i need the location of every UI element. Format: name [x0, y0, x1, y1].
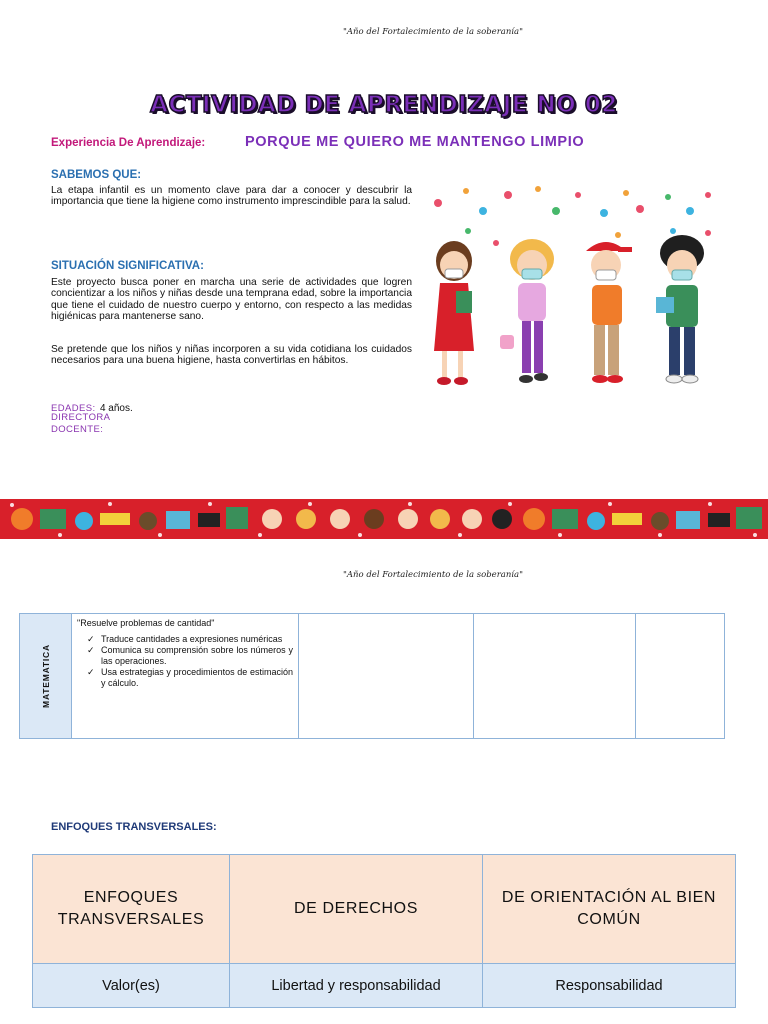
- motto-text-page2: "Año del Fortalecimiento de la soberanía": [343, 570, 523, 580]
- edades-value: 4 años.: [99, 403, 133, 414]
- experience-value: PORQUE ME QUIERO ME MANTENGO LIMPIO: [245, 134, 585, 150]
- sabemos-heading: SABEMOS QUE:: [51, 169, 142, 181]
- capacity-item: ✓ Usa estrategias y procedimientos de estimación y cálculo.: [87, 667, 293, 689]
- competence-cell: [72, 614, 299, 738]
- capacities-list: [77, 634, 293, 689]
- empty-cell: [636, 614, 724, 738]
- kids-with-masks-illustration: [428, 183, 718, 398]
- virus-particles-icon: [434, 186, 711, 246]
- kid-boy-curly-hair: [656, 235, 704, 383]
- value-cell: Libertad y responsabilidad: [230, 964, 483, 1007]
- kid-girl-purple-outfit: [500, 239, 554, 383]
- sabemos-text: La etapa infantil es un momento clave para dar a conocer y descubrir la importancia que tiene la higiene como instrumento imprescindible para la salud.: [51, 185, 412, 208]
- main-title: ACTIVIDAD DE APRENDIZAJE NO 02: [150, 92, 618, 118]
- header-cell: DE ORIENTACIÓN AL BIEN COMÚN: [501, 889, 717, 928]
- situacion-paragraph-1: Este proyecto busca poner en marcha una serie de actividades que logren concientizar a los niños y niñas desde una temprana edad, sobre la importancia que tiene el cuidado de nuestro cuerpo y entorno, con respecto a las medidas higiénicas para mantenerse sano.: [51, 277, 412, 323]
- area-label: MATEMATICA: [40, 644, 51, 708]
- experience-label: Experiencia De Aprendizaje:: [51, 137, 206, 149]
- motto-text-page1: "Año del Fortalecimiento de la soberanía": [343, 27, 523, 37]
- school-border-strip: [0, 495, 768, 543]
- capacity-item: ✓ Comunica su comprensión sobre los números y las operaciones.: [87, 645, 293, 667]
- situacion-heading: SITUACIÓN SIGNIFICATIVA:: [51, 260, 204, 272]
- situacion-paragraph-2: Se pretende que los niños y niñas incorporen a su vida cotidiana los cuidados necesarios para una buena higiene, hasta convertirlas en hábitos.: [51, 344, 412, 367]
- header-cell: DE DERECHOS: [230, 855, 483, 963]
- competence-table: [19, 613, 725, 739]
- capacity-item: ✓ Traduce cantidades a expresiones numéricas: [87, 634, 293, 645]
- kid-boy-red-cap: [586, 242, 632, 383]
- value-cell: Responsabilidad: [555, 977, 663, 994]
- docente-label: DOCENTE:: [51, 424, 104, 435]
- enfoques-header-row: [33, 855, 735, 963]
- value-cell: Valor(es): [33, 964, 230, 1007]
- empty-cell: [299, 614, 474, 738]
- competence-text: "Resuelve problemas de cantidad": [77, 618, 215, 628]
- kid-girl-red-dress: [434, 241, 474, 385]
- enfoques-values-row: [33, 963, 735, 1007]
- area-cell: [20, 614, 72, 738]
- header-cell: ENFOQUES TRANSVERSALES: [33, 855, 230, 963]
- enfoques-table: [32, 854, 736, 1008]
- directora-label: DIRECTORA: [51, 412, 111, 423]
- enfoques-section-title: ENFOQUES TRANSVERSALES:: [51, 821, 217, 833]
- edades-label: EDADES:: [51, 403, 96, 414]
- empty-cell: [474, 614, 636, 738]
